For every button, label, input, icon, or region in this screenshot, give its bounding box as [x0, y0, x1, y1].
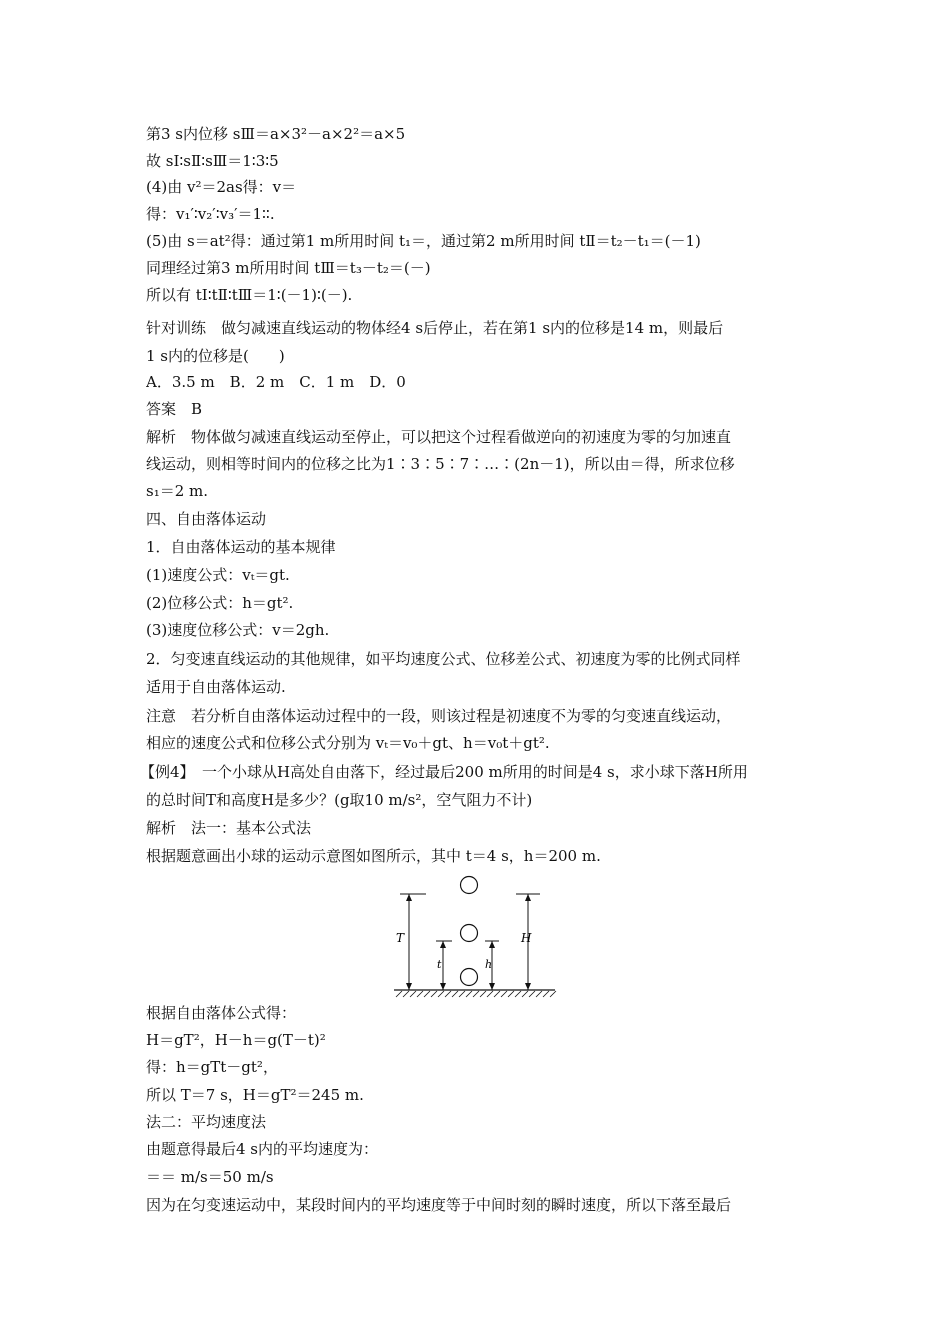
text-line: 线运动，则相等时间内的位移之比为1∶3∶5∶7∶…∶(2n－1)，所以由＝得，所求位移 [146, 455, 735, 473]
label-H: H [521, 931, 532, 945]
text-line: 2．匀变速直线运动的其他规律，如平均速度公式、位移差公式、初速度为零的比例式同样 [146, 650, 741, 668]
text-line: A．3.5 m B．2 m C．1 m D．0 [146, 373, 406, 391]
text-line: 解析 物体做匀减速直线运动至停止，可以把这个过程看做逆向的初速度为零的匀加速直 [146, 428, 732, 446]
text-line: 由题意得最后4 s内的平均速度为： [146, 1140, 379, 1158]
section-heading: 四、自由落体运动 [146, 510, 267, 528]
text-line: (3)速度位移公式：v＝2gh. [146, 621, 330, 639]
label-t: t [437, 958, 442, 971]
label-T: T [396, 931, 405, 945]
text-line: 相应的速度公式和位移公式分别为 vₜ＝v₀＋gt、h＝v₀t＋gt². [146, 734, 550, 752]
text-line: s₁＝2 m. [146, 482, 209, 500]
text-line: 所以有 tⅠ∶tⅡ∶tⅢ＝1∶(－1)∶(－). [146, 286, 353, 304]
text-line: 故 sⅠ∶sⅡ∶sⅢ＝1∶3∶5 [146, 152, 279, 170]
text-line: (1)速度公式：vₜ＝gt. [146, 566, 290, 584]
free-fall-diagram [390, 870, 560, 998]
text-line: 1．自由落体运动的基本规律 [146, 538, 336, 556]
label-h: h [485, 958, 493, 971]
text-line: 注意 若分析自由落体运动过程中的一段，则该过程是初速度不为零的匀变速直线运动， [146, 707, 732, 725]
text-line: 根据题意画出小球的运动示意图如图所示，其中 t＝4 s，h＝200 m. [146, 847, 601, 865]
text-line: 针对训练 做匀减速直线运动的物体经4 s后停止，若在第1 s内的位移是14 m，则最后 [146, 319, 724, 337]
text-line: 的总时间T和高度H是多少？(g取10 m/s²，空气阻力不计) [146, 791, 533, 809]
text-line: 同理经过第3 m所用时间 tⅢ＝t₃－t₂＝(－) [146, 259, 431, 277]
text-line: (2)位移公式：h＝gt². [146, 594, 294, 612]
text-line: (4)由 v²＝2as得：v＝ [146, 178, 297, 196]
text-line: 得：h＝gTt－gt²， [146, 1058, 278, 1076]
text-line: 1 s内的位移是( ) [146, 347, 285, 365]
text-line: 解析 法一：基本公式法 [146, 819, 312, 837]
ball-bottom [461, 969, 478, 986]
text-line: 法二：平均速度法 [146, 1113, 267, 1131]
text-line: 因为在匀变速运动中，某段时间内的平均速度等于中间时刻的瞬时速度，所以下落至最后 [146, 1196, 732, 1214]
text-line: 第3 s内位移 sⅢ＝a×3²－a×2²＝a×5 [146, 125, 406, 143]
text-line: 所以 T＝7 s，H＝gT²＝245 m. [146, 1086, 364, 1104]
text-line: 根据自由落体公式得： [146, 1004, 297, 1022]
text-line: ＝＝ m/s＝50 m/s [146, 1168, 274, 1186]
text-line: H＝gT²，H－h＝g(T－t)² [146, 1031, 326, 1049]
text-line: 适用于自由落体运动. [146, 678, 286, 696]
ball-middle [461, 925, 478, 942]
text-line: 答案 B [146, 400, 203, 418]
text-line: (5)由 s＝at²得：通过第1 m所用时间 t₁＝，通过第2 m所用时间 tⅡ＝t₂－t₁＝(－1) [146, 232, 701, 250]
text-line: 得：v₁′∶v₂′∶v₃′＝1∶∶. [146, 205, 275, 223]
ball-top [461, 877, 478, 894]
example-heading: 【例4】 一个小球从H高处自由落下，经过最后200 m所用的时间是4 s，求小球下落H所用 [140, 763, 748, 781]
